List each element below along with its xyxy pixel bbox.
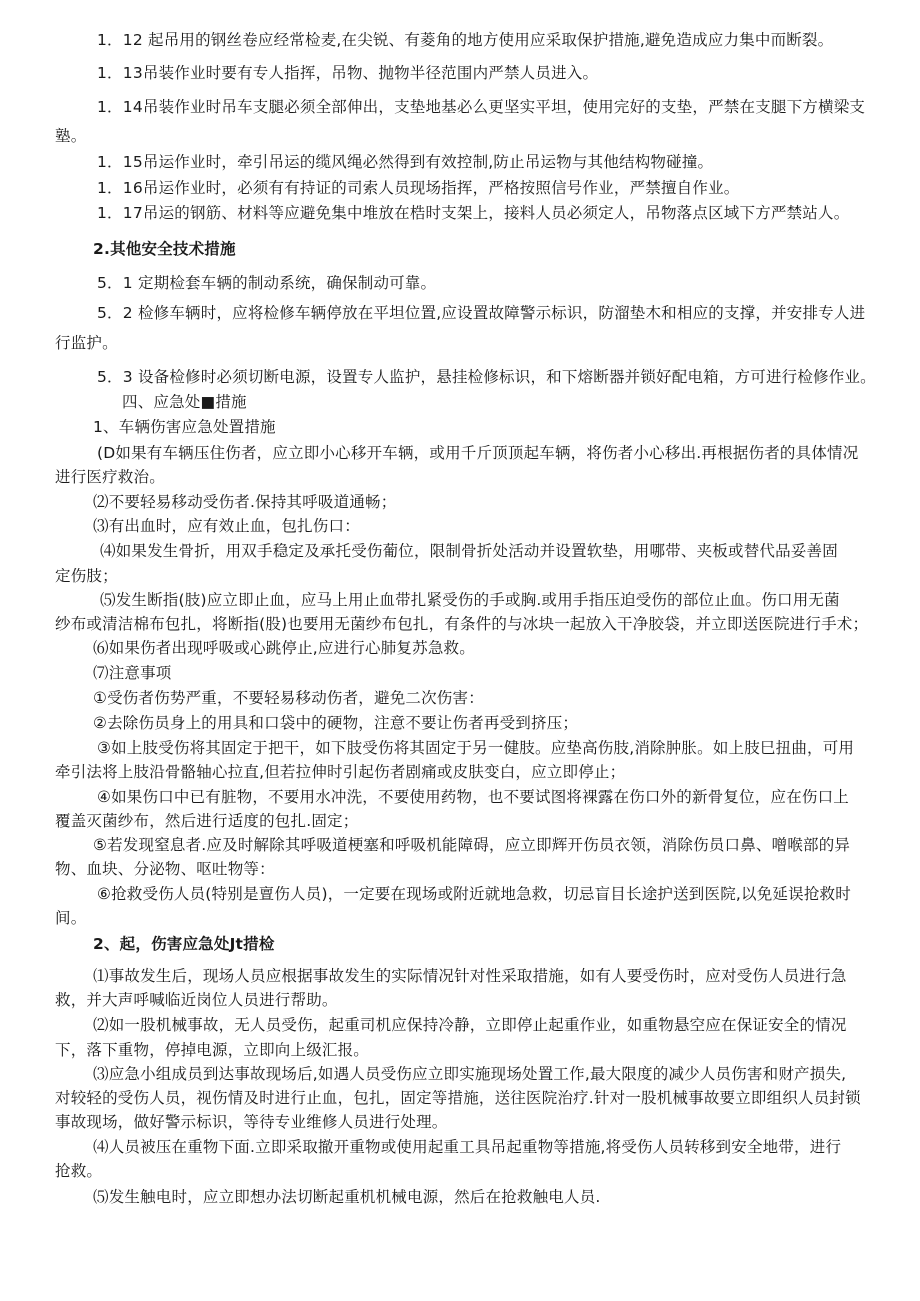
para-5-2: 5．2 检修车辆时，应将检修车辆停放在平坦位置,应设置故障警示标识，防溜垫木和相应的支撑，并安排专人进	[97, 304, 866, 322]
note-6-cont: 间。	[55, 909, 87, 927]
section-heading-2: 2.其他安全技术措施	[93, 240, 236, 258]
crane-item-3-cont: 对较轻的受伤人员，视伤情及时进行止血，包扎，固定等措施，送往医院治疗.针对一股机械事故要立即组织人员封锁	[55, 1089, 861, 1107]
note-6: ⑥抢救受伤人员(特别是亶伤人员)，一定要在现场或附近就地急救，切忌盲目长途护送到医院,以免延误抢救时	[97, 885, 851, 903]
crane-item-3-cont2: 事故现场，做好警示标识，等待专业维修人员进行处理。	[55, 1113, 448, 1131]
item-4-cont: 定伤肢；	[55, 567, 118, 585]
item-7: ⑺注意事项	[93, 664, 172, 682]
para-1-17: 1．17吊运的钢筋、材料等应避免集中堆放在梏时支架上，接料人员必须定人，吊物落点区域下方严禁站人。	[97, 204, 850, 222]
crane-item-3: ⑶应急小组成员到达事故现场后,如遇人员受伤应立即实施现场处置工作,最大限度的减少人员伤害和财产损失,	[93, 1065, 847, 1083]
crane-item-4: ⑷人员被压在重物下面.立即采取撤开重物或使用起重工具吊起重物等措施,将受伤人员转移到安全地带，进行	[93, 1138, 842, 1156]
note-5-cont: 物、血块、分泌物、呕吐物等：	[55, 860, 275, 878]
item-2: ⑵不要轻易移动受伤者.保持其呼吸道通畅；	[93, 493, 397, 511]
crane-item-2: ⑵如一股机械事故，无人员受伤，起重司机应保持冷静，立即停止起重作业，如重物悬空应在保证安全的情况	[93, 1016, 847, 1034]
para-5-2-cont: 行监护。	[55, 334, 118, 352]
para-1-13: 1．13吊装作业时要有专人指挥，吊物、抛物半径范围内严禁人员进入。	[97, 64, 599, 82]
item-4: ⑷如果发生骨折，用双手稳定及承托受伤葡位，限制骨折处活动并设置软垫，用哪带、夹板或替代品妥善固	[100, 542, 838, 560]
item-5: ⑸发生断指(肢)应立即止血，应马上用止血带扎紧受伤的手或胸.或用手指压迫受伤的部位止血。伤口用无菌	[100, 591, 840, 609]
note-4-cont: 覆盖灭菌纱布，然后进行适度的包扎.固定；	[55, 812, 359, 830]
item-1: (D如果有车辆压住伤者，应立即小心移开车辆，或用千斤顶顶起车辆，将伤者小心移出.再根据伤者的具体情况	[97, 444, 859, 462]
note-5: ⑤若发现窒息者.应及时解除其呼吸道梗塞和呼吸机能障碍，应立即辉开伤员衣领，消除伤员口鼻、噌喉部的异	[93, 836, 851, 854]
item-1-cont: 进行医疗救治。	[55, 468, 165, 486]
note-2: ②去除伤员身上的用具和口袋中的硬物，注意不要让伤者再受到挤压；	[93, 714, 579, 732]
crane-item-2-cont: 下，落下重物，停掉电源，立即向上级汇报。	[55, 1041, 370, 1059]
crane-item-1-cont: 救，并大声呼喊临近岗位人员进行帮助。	[55, 991, 338, 1009]
note-3: ③如上肢受伤将其固定于把干，如下肢受伤将其固定于另一健肢。应垫高伤肢,消除肿胀。如上肢巳扭曲，可用	[97, 739, 855, 757]
subsection-heading-1: 1、车辆伤害应急处置措施	[93, 418, 276, 436]
para-1-12: 1．12 起吊用的钢丝卷应经常检麦,在尖锐、有菱角的地方使用应采取保护措施,避免造成应力集中而断裂。	[97, 31, 834, 49]
crane-item-1: ⑴事故发生后，现场人员应根据事故发生的实际情况针对性采取措施，如有人要受伤时，应对受伤人员进行急	[93, 967, 847, 985]
para-1-15: 1．15吊运作业时，牵引吊运的缆风绳必然得到有效控制,防止吊运物与其他结构物碰撞。	[97, 153, 714, 171]
note-4: ④如果伤口中已有脏物，不要用水冲洗，不要使用药物，也不要试图将裸露在伤口外的新骨复位，应在伤口上	[97, 788, 849, 806]
note-1: ①受伤者伤势严重，不要轻易移动伤者，避免二次伤害：	[93, 689, 484, 707]
item-5-cont: 纱布或清洁棉布包扎，将断指(股)也要用无菌纱布包扎，有条件的与冰块一起放入干净胶袋，并立即送医院进行手术；	[55, 615, 869, 633]
subsection-heading-2: 2、起，伤害应急处Jt措检	[93, 935, 275, 953]
para-1-16: 1．16吊运作业时，必须有有持证的司索人员现场指挥，严格按照信号作业，严禁擅自作业。	[97, 179, 740, 197]
item-3: ⑶有出血时，应有效止血，包扎伤口：	[93, 517, 360, 535]
crane-item-4-cont: 抢救。	[55, 1162, 103, 1180]
para-5-1: 5．1 定期检套车辆的制动系统，确保制动可靠。	[97, 274, 437, 292]
item-6: ⑹如果伤者出现呼吸或心跳停止,应进行心肺复苏急救。	[93, 639, 475, 657]
note-3-cont: 牵引法将上肢沿骨骼轴心拉直,但若拉伸时引起伤者剧痛或皮肤变白，应立即停止；	[55, 763, 626, 781]
crane-item-5: ⑸发生触电时，应立即想办法切断起重机机械电源，然后在抢救触电人员.	[93, 1188, 601, 1206]
para-1-14-cont: 塾。	[55, 127, 87, 145]
section-heading-4: 四、应急处■措施	[122, 393, 247, 411]
para-1-14: 1．14吊装作业时吊车支腿必须全部伸出，支垫地基必么更坚实平坦，使用完好的支垫，严禁在支腿下方横梁支	[97, 98, 866, 116]
para-5-3: 5．3 设备检修时必须切断电源，设置专人监护，悬挂检修标识，和下熔断器并锁好配电箱，方可进行检修作业。	[97, 368, 876, 386]
